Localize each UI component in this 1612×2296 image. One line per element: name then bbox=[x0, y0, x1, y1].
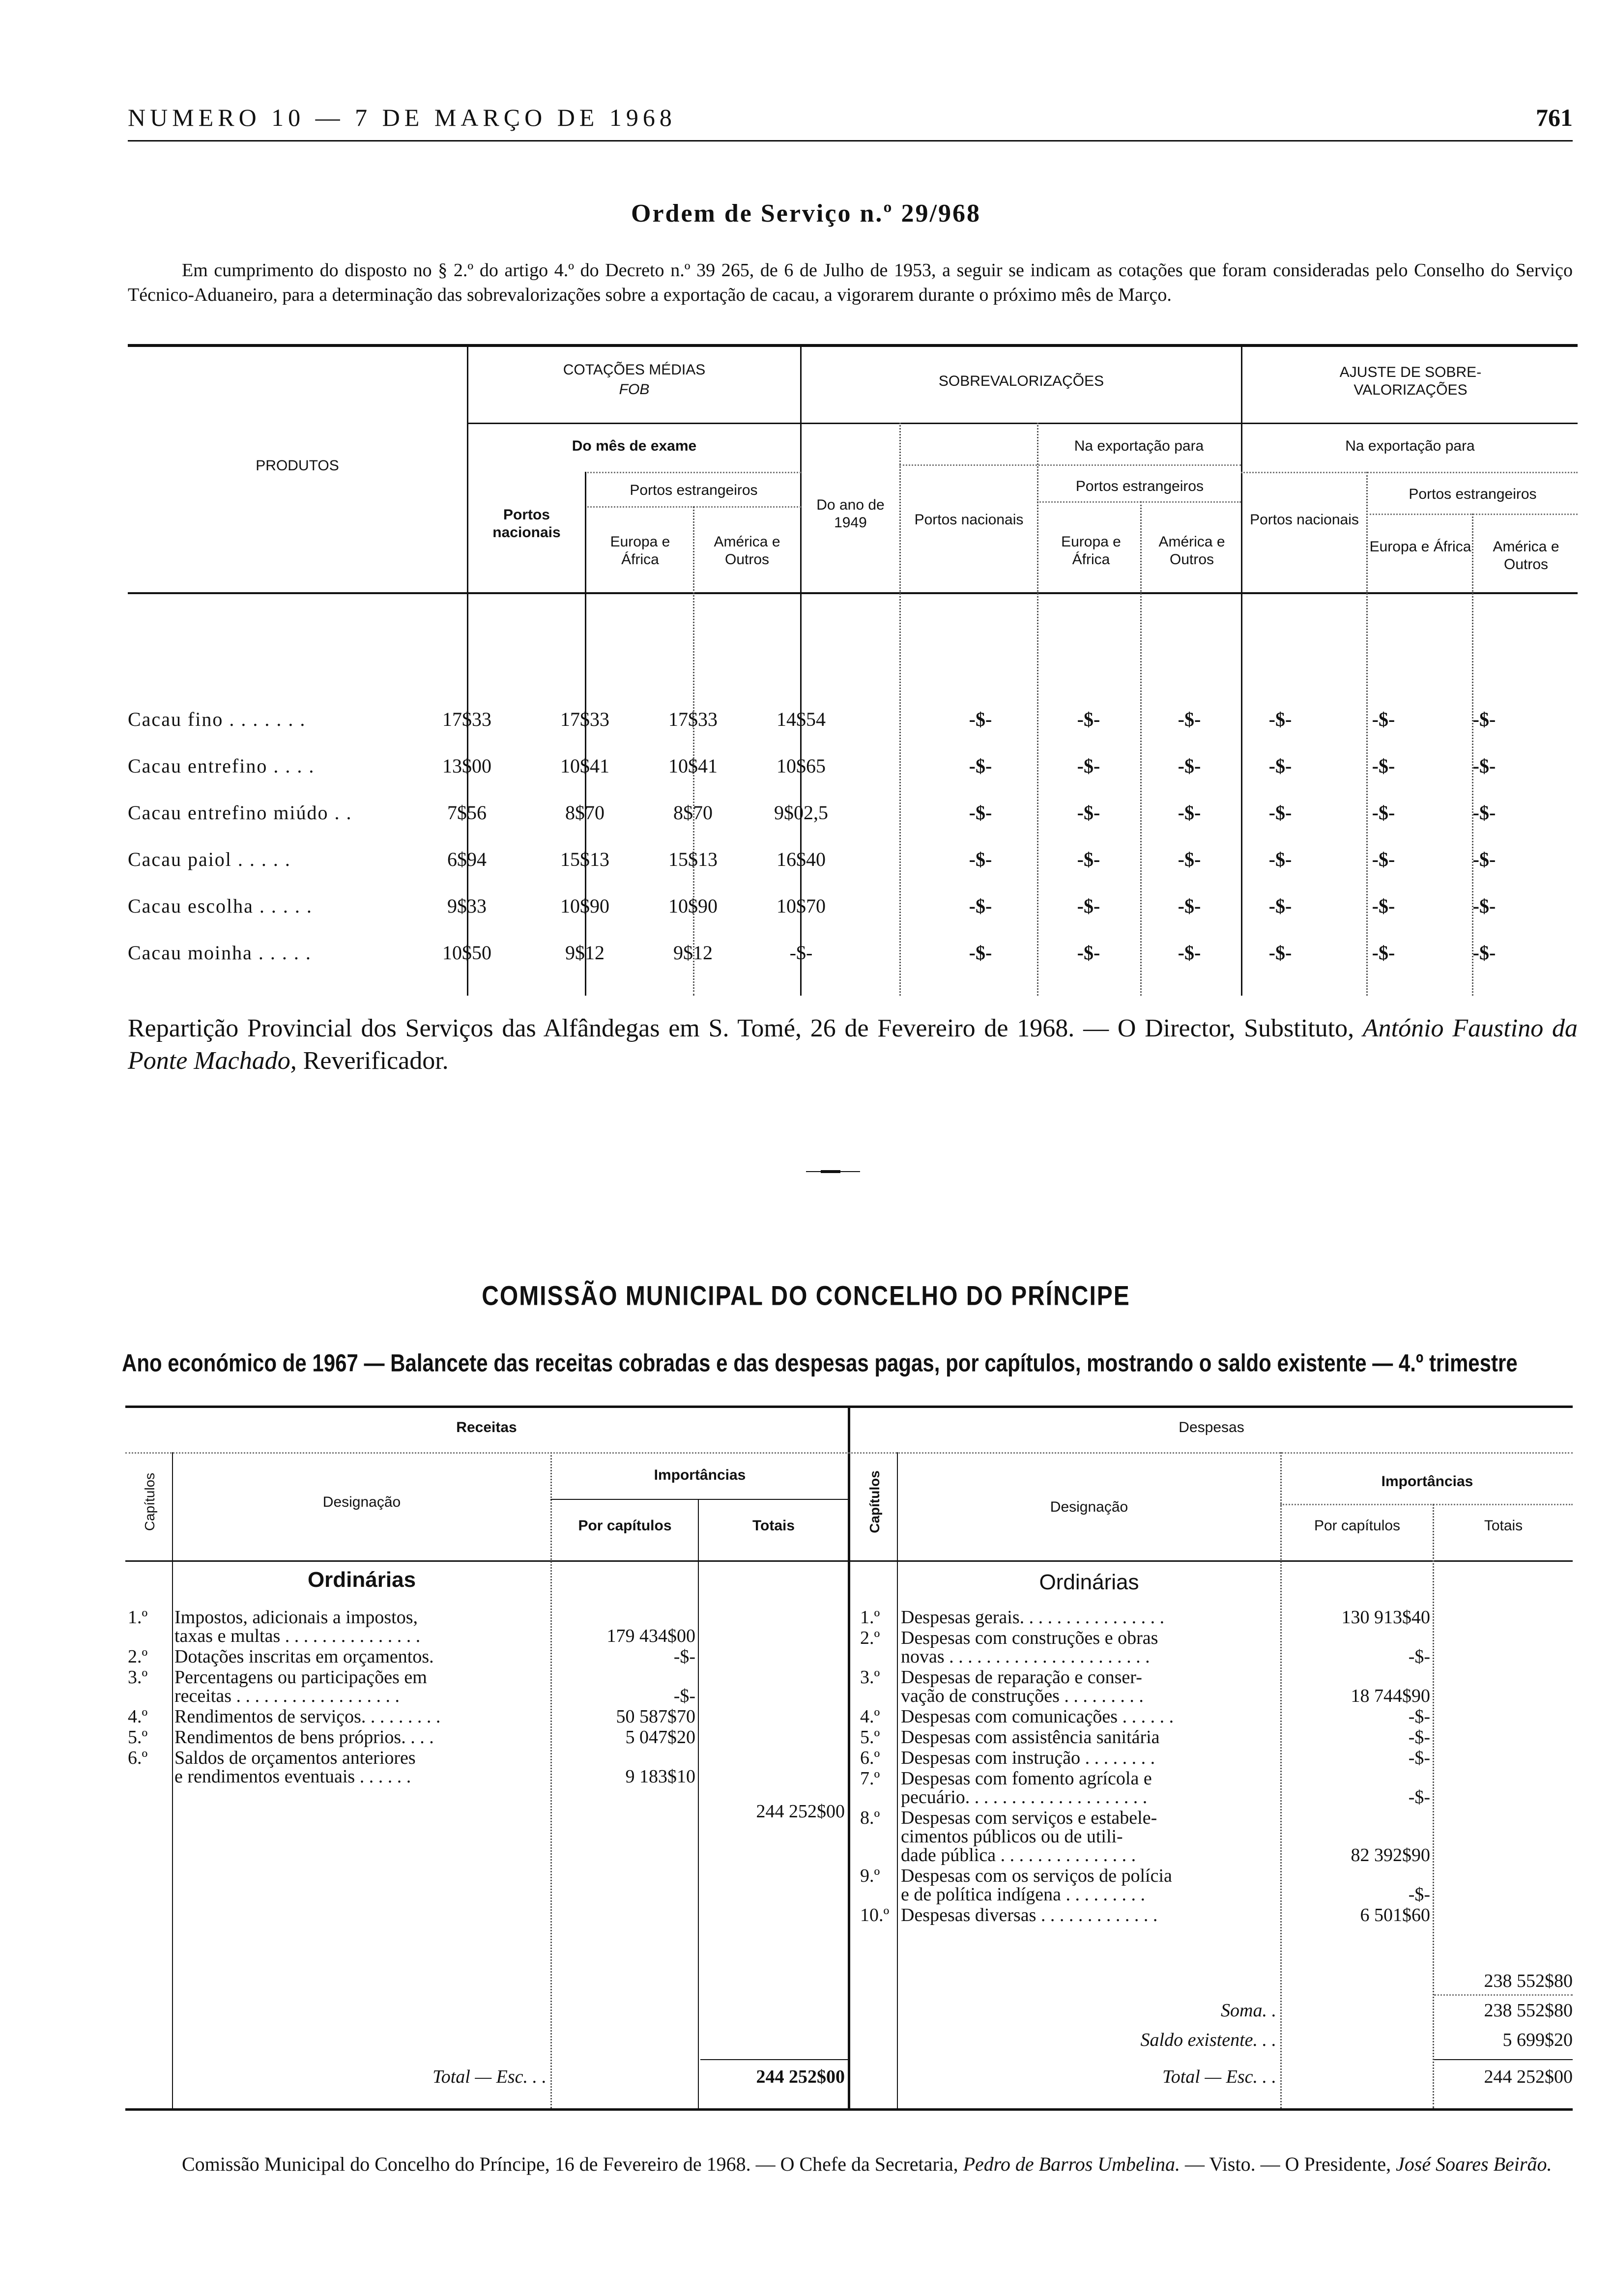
sobrevalorizacao-cell: -$- bbox=[1178, 802, 1201, 824]
sobrevalorizacao-cell: -$- bbox=[1077, 755, 1100, 777]
importancia-value: -$- bbox=[673, 1686, 695, 1706]
section-separator bbox=[806, 1170, 860, 1174]
importancia-value: 179 434$00 bbox=[606, 1626, 695, 1646]
col-divider-dotted bbox=[1280, 1452, 1282, 2108]
despesas-total-label: Total — Esc. . . bbox=[1162, 2066, 1276, 2087]
sobrevalorizacao-cell: -$- bbox=[969, 802, 992, 824]
header-dotted bbox=[585, 472, 801, 473]
sobrevalorizacao-cell: -$- bbox=[1372, 848, 1395, 870]
importancia-value: -$- bbox=[1408, 1787, 1430, 1808]
order-title: Ordem de Serviço n.º 29/968 bbox=[631, 200, 981, 228]
designacao-line: Impostos, adicionais a impostos, bbox=[174, 1607, 418, 1628]
importancia-value: -$- bbox=[1408, 1748, 1430, 1768]
price-cell-eur: 9$12 bbox=[565, 942, 604, 964]
signature-name: António Faustino da Ponte Machado, bbox=[128, 1014, 1578, 1075]
table-row bbox=[128, 848, 1578, 877]
sobrevalorizacao-cell: -$- bbox=[969, 942, 992, 964]
sobrevalorizacao-cell: -$- bbox=[1268, 895, 1292, 917]
designacao-line: e de política indígena . . . . . . . . . bbox=[901, 1884, 1146, 1905]
price-cell-nac: 9$33 bbox=[447, 895, 487, 917]
importancia-value: 5 047$20 bbox=[625, 1727, 695, 1748]
produto-name: Cacau escolha . . . . . bbox=[128, 895, 313, 917]
receitas-total-label: Total — Esc. . . bbox=[432, 2066, 547, 2087]
signature-text: Repartição Provincial dos Serviços das Alfândegas em S. Tomé, 26 de Fevereiro de 1968. — O Director, Substituto, bbox=[128, 1014, 1354, 1042]
importancia-value: -$- bbox=[1408, 1706, 1430, 1727]
price-cell-ano: 16$40 bbox=[777, 848, 826, 870]
designacao-line: Despesas com instrução . . . . . . . . bbox=[901, 1748, 1155, 1768]
sobrevalorizacao-cell: -$- bbox=[1178, 708, 1201, 730]
page-header bbox=[128, 103, 1573, 133]
sobrevalorizacao-cell: -$- bbox=[1472, 802, 1496, 824]
designacao-header: Designação bbox=[322, 1494, 401, 1510]
chapter-number: 6.º bbox=[128, 1748, 148, 1768]
sobrevalorizacao-cell: -$- bbox=[1472, 895, 1496, 917]
commission-subtitle: Ano económico de 1967 — Balancete das receitas cobradas e das despesas pagas, por capítulos, mostrando o saldo existente — 4.º trimestre bbox=[122, 1349, 1518, 1377]
sobrevalorizacao-cell: -$- bbox=[1268, 755, 1292, 777]
sobrevalorizacao-cell: -$- bbox=[1372, 942, 1395, 964]
chapter-number: 4.º bbox=[860, 1706, 880, 1727]
designacao-line: pecuário. . . . . . . . . . . . . . . . . . . . bbox=[901, 1787, 1148, 1808]
sobrevalorizacao-cell: -$- bbox=[969, 708, 992, 730]
importancia-value: 82 392$90 bbox=[1351, 1845, 1430, 1866]
chapter-number: 1.º bbox=[860, 1607, 880, 1628]
col-cotacoes: COTAÇÕES MÉDIAS bbox=[563, 362, 706, 378]
na-exportacao-para: Na exportação para bbox=[1074, 438, 1204, 454]
price-cell-eur: 10$41 bbox=[560, 755, 609, 777]
designacao-line: Despesas com os serviços de polícia bbox=[901, 1866, 1172, 1886]
totais-header: Totais bbox=[752, 1518, 795, 1534]
designacao-line: Despesas gerais. . . . . . . . . . . . . . . . bbox=[901, 1607, 1165, 1628]
sobrevalorizacao-cell: -$- bbox=[1472, 708, 1496, 730]
soma-value: 238 552$80 bbox=[1484, 2000, 1573, 2021]
col-divider-dotted bbox=[550, 1452, 552, 2108]
importancias-header: Importâncias bbox=[654, 1467, 746, 1483]
america-outros: América e Outros bbox=[714, 534, 780, 568]
na-exportacao-para: Na exportação para bbox=[1345, 438, 1475, 454]
sobrevalorizacao-cell: -$- bbox=[1372, 708, 1395, 730]
col-ajuste: AJUSTE DE SOBRE-VALORIZAÇÕES bbox=[1339, 364, 1482, 398]
header-dotted bbox=[1280, 1504, 1573, 1505]
sobrevalorizacao-cell: -$- bbox=[1268, 708, 1292, 730]
chapter-number: 9.º bbox=[860, 1866, 880, 1886]
designacao-line: cimentos públicos ou de utili- bbox=[901, 1826, 1123, 1847]
price-cell-eur: 15$13 bbox=[560, 848, 609, 870]
chapter-number: 4.º bbox=[128, 1706, 148, 1727]
designacao-line: receitas . . . . . . . . . . . . . . . . . . bbox=[174, 1686, 400, 1706]
designacao-line: Rendimentos de bens próprios. . . . bbox=[174, 1727, 434, 1748]
price-cell-nac: 17$33 bbox=[442, 708, 491, 730]
ordinarias-heading: Ordinárias bbox=[307, 1568, 416, 1592]
price-cell-ano: 14$54 bbox=[777, 708, 826, 730]
table-row bbox=[128, 894, 1578, 924]
price-cell-nac: 6$94 bbox=[447, 848, 487, 870]
receitas-total: 244 252$00 bbox=[756, 2066, 845, 2087]
sobrevalorizacao-cell: -$- bbox=[1372, 802, 1395, 824]
chapter-number: 8.º bbox=[860, 1808, 880, 1828]
price-cell-eur: 17$33 bbox=[560, 708, 609, 730]
portos-estrangeiros: Portos estrangeiros bbox=[1409, 486, 1537, 502]
chapter-number: 2.º bbox=[860, 1628, 880, 1648]
importancias-header: Importâncias bbox=[1381, 1473, 1473, 1490]
table-bottom-rule bbox=[125, 2108, 1573, 2111]
chapter-number: 1.º bbox=[128, 1607, 148, 1628]
designacao-line: vação de construções . . . . . . . . . bbox=[901, 1686, 1144, 1706]
sobrevalorizacao-cell: -$- bbox=[969, 895, 992, 917]
header-dotted bbox=[1037, 501, 1241, 503]
sobrevalorizacao-cell: -$- bbox=[1372, 895, 1395, 917]
price-cell-ame: 15$13 bbox=[668, 848, 718, 870]
price-cell-nac: 13$00 bbox=[442, 755, 491, 777]
produto-name: Cacau fino . . . . . . . bbox=[128, 708, 306, 730]
portos-nacionais: Portos nacionais bbox=[492, 507, 561, 541]
designacao-line: Rendimentos de serviços. . . . . . . . . bbox=[174, 1706, 441, 1727]
price-cell-nac: 10$50 bbox=[442, 942, 491, 964]
issue-date: NUMERO 10 — 7 DE MARÇO DE 1968 bbox=[128, 104, 676, 131]
signature-block bbox=[128, 1012, 1578, 1077]
price-cell-ame: 10$90 bbox=[668, 895, 718, 917]
footer-signature bbox=[128, 2148, 1573, 2181]
designacao-line: Despesas com fomento agrícola e bbox=[901, 1768, 1152, 1789]
footer-text: Comissão Municipal do Concelho do Príncipe, 16 de Fevereiro de 1968. — O Chefe da Secretaria, bbox=[182, 2153, 958, 2175]
designacao-line: Percentagens ou participações em bbox=[174, 1667, 427, 1688]
importancia-value: -$- bbox=[1408, 1646, 1430, 1667]
portos-estrangeiros: Portos estrangeiros bbox=[1075, 478, 1204, 494]
designacao-line: dade pública . . . . . . . . . . . . . . . bbox=[901, 1845, 1136, 1866]
importancia-value: -$- bbox=[1408, 1727, 1430, 1748]
designacao-line: Despesas com construções e obras bbox=[901, 1628, 1158, 1648]
importancia-value: 50 587$70 bbox=[616, 1706, 695, 1727]
total-rule bbox=[1434, 2059, 1573, 2060]
saldo-value: 5 699$20 bbox=[1502, 2030, 1573, 2050]
sobrevalorizacao-cell: -$- bbox=[1077, 942, 1100, 964]
order-intro-text: Em cumprimento do disposto no § 2.º do artigo 4.º do Decreto n.º 39 265, de 6 de Julho de 1953, a seguir se indicam as cotações que foram consideradas pelo Conselho do Serviço Técnico-Aduaneiro, para a determinação das sobrevalorizações sobre a exportação de cacau, a vigorarem durante o próximo mês de Março. bbox=[128, 260, 1573, 305]
sobrevalorizacao-cell: -$- bbox=[1178, 848, 1201, 870]
despesas-total-column: 238 552$80 bbox=[1484, 1971, 1573, 1991]
commission-title: COMISSÃO MUNICIPAL DO CONCELHO DO PRÍNCIPE bbox=[482, 1281, 1130, 1311]
importancia-value: 9 183$10 bbox=[625, 1766, 695, 1787]
por-capitulos-header: Por capítulos bbox=[1314, 1518, 1401, 1534]
portos-nacionais: Portos nacionais bbox=[914, 512, 1024, 528]
portos-estrangeiros: Portos estrangeiros bbox=[630, 482, 758, 498]
sobrevalorizacao-cell: -$- bbox=[1077, 895, 1100, 917]
sobrevalorizacao-cell: -$- bbox=[969, 755, 992, 777]
receitas-total-column: 244 252$00 bbox=[756, 1801, 845, 1822]
designacao-line: e rendimentos eventuais . . . . . . bbox=[174, 1766, 411, 1787]
sobrevalorizacao-cell: -$- bbox=[1472, 942, 1496, 964]
chapter-number: 6.º bbox=[860, 1748, 880, 1768]
importancia-value: 6 501$60 bbox=[1360, 1905, 1430, 1925]
produto-name: Cacau moinha . . . . . bbox=[128, 942, 312, 964]
sobrevalorizacao-cell: -$- bbox=[1077, 848, 1100, 870]
footer-presidente: José Soares Beirão. bbox=[1396, 2153, 1552, 2175]
price-cell-ame: 10$41 bbox=[668, 755, 718, 777]
chapter-number: 5.º bbox=[128, 1727, 148, 1748]
sobrevalorizacao-cell: -$- bbox=[1268, 848, 1292, 870]
chapter-number: 7.º bbox=[860, 1768, 880, 1789]
ordinarias-heading: Ordinárias bbox=[1039, 1570, 1139, 1594]
price-cell-ame: 8$70 bbox=[673, 802, 713, 824]
header-rule bbox=[125, 1560, 1573, 1562]
chapter-number: 10.º bbox=[860, 1905, 890, 1925]
page-number: 761 bbox=[1536, 104, 1573, 131]
despesas-total: 244 252$00 bbox=[1484, 2066, 1573, 2087]
price-cell-ano: -$- bbox=[789, 942, 813, 964]
price-cell-ano: 10$65 bbox=[777, 755, 826, 777]
designacao-line: taxas e multas . . . . . . . . . . . . . . . bbox=[174, 1626, 421, 1646]
price-cell-ame: 9$12 bbox=[673, 942, 713, 964]
header-subrule bbox=[550, 1499, 848, 1500]
chapter-number: 2.º bbox=[128, 1646, 148, 1667]
price-cell-eur: 8$70 bbox=[565, 802, 604, 824]
sobrevalorizacao-cell: -$- bbox=[969, 848, 992, 870]
order-intro bbox=[128, 258, 1573, 307]
saldo-label: Saldo existente. . . bbox=[1140, 2030, 1276, 2050]
total-rule bbox=[700, 2059, 848, 2060]
balancete-table bbox=[125, 1406, 1573, 2113]
sobrevalorizacao-cell: -$- bbox=[1077, 802, 1100, 824]
capitulos-header: Capítulos bbox=[867, 1470, 882, 1533]
do-mes-de-exame: Do mês de exame bbox=[572, 438, 697, 454]
header-subrule bbox=[467, 423, 1578, 424]
sobrevalorizacao-cell: -$- bbox=[1268, 802, 1292, 824]
despesas-header: Despesas bbox=[1179, 1419, 1244, 1435]
signature-role: Reverificador. bbox=[303, 1047, 449, 1075]
chapter-number: 3.º bbox=[860, 1667, 880, 1688]
col-produtos: PRODUTOS bbox=[256, 458, 339, 474]
sobrevalorizacao-cell: -$- bbox=[1077, 708, 1100, 730]
designacao-header: Designação bbox=[1050, 1499, 1128, 1515]
designacao-line: Despesas de reparação e conser- bbox=[901, 1667, 1142, 1688]
header-dotted bbox=[899, 464, 1241, 466]
america-outros: América e Outros bbox=[1158, 534, 1225, 568]
sobrevalorizacao-cell: -$- bbox=[1472, 848, 1496, 870]
europa-africa: Europa e África bbox=[1061, 534, 1121, 568]
do-ano-1949: Do ano de 1949 bbox=[816, 497, 885, 531]
designacao-line: novas . . . . . . . . . . . . . . . . . . . . . . bbox=[901, 1646, 1150, 1667]
chapter-number: 3.º bbox=[128, 1667, 148, 1688]
table-row bbox=[128, 941, 1578, 971]
col-divider bbox=[698, 1499, 699, 2108]
sobrevalorizacao-cell: -$- bbox=[1178, 895, 1201, 917]
importancia-value: 18 744$90 bbox=[1351, 1686, 1430, 1706]
col-fob: FOB bbox=[619, 381, 650, 398]
sobrevalorizacao-cell: -$- bbox=[1372, 755, 1395, 777]
designacao-line: Dotações inscritas em orçamentos. bbox=[174, 1646, 434, 1667]
produto-name: Cacau entrefino miúdo . . bbox=[128, 802, 352, 824]
designacao-line: Despesas diversas . . . . . . . . . . . . . bbox=[901, 1905, 1158, 1925]
table-row bbox=[128, 708, 1578, 737]
chapter-number: 5.º bbox=[860, 1727, 880, 1748]
col-divider bbox=[172, 1452, 173, 2108]
receitas-header: Receitas bbox=[456, 1419, 517, 1435]
soma-label: Soma. . bbox=[1221, 2000, 1276, 2021]
totais-header: Totais bbox=[1484, 1518, 1523, 1534]
designacao-line: Despesas com assistência sanitária bbox=[901, 1727, 1160, 1748]
produto-name: Cacau paiol . . . . . bbox=[128, 848, 291, 870]
price-cell-ano: 10$70 bbox=[777, 895, 826, 917]
price-cell-ame: 17$33 bbox=[668, 708, 718, 730]
price-cell-ano: 9$02,5 bbox=[774, 802, 828, 824]
price-cell-eur: 10$90 bbox=[560, 895, 609, 917]
header-dotted bbox=[1241, 472, 1578, 473]
designacao-line: Despesas com serviços e estabele- bbox=[901, 1808, 1157, 1828]
portos-nacionais: Portos nacionais bbox=[1250, 512, 1359, 528]
sobrevalorizacao-cell: -$- bbox=[1472, 755, 1496, 777]
footer-visto: — Visto. — O Presidente, bbox=[1185, 2153, 1391, 2175]
capitulos-header: Capítulos bbox=[142, 1472, 157, 1531]
importancia-value: -$- bbox=[673, 1646, 695, 1667]
produto-name: Cacau entrefino . . . . bbox=[128, 755, 315, 777]
europa-africa: Europa e África bbox=[1369, 539, 1471, 555]
sobrevalorizacao-cell: -$- bbox=[1268, 942, 1292, 964]
table-row bbox=[128, 754, 1578, 784]
importancia-value: -$- bbox=[1408, 1884, 1430, 1905]
header-dotted bbox=[125, 1452, 1573, 1454]
europa-africa: Europa e África bbox=[610, 534, 670, 568]
table-row bbox=[128, 801, 1578, 831]
price-cell-nac: 7$56 bbox=[447, 802, 487, 824]
header-rule bbox=[128, 140, 1573, 142]
soma-rule bbox=[1434, 1994, 1573, 1996]
por-capitulos-header: Por capítulos bbox=[578, 1518, 672, 1534]
sobrevalorizacao-cell: -$- bbox=[1178, 755, 1201, 777]
center-divider bbox=[848, 1406, 850, 2108]
sobrevalorizacao-cell: -$- bbox=[1178, 942, 1201, 964]
importancia-value: 130 913$40 bbox=[1341, 1607, 1430, 1628]
footer-chefe: Pedro de Barros Umbelina. bbox=[963, 2153, 1180, 2175]
table-header-rule bbox=[128, 592, 1578, 594]
designacao-line: Despesas com comunicações . . . . . . bbox=[901, 1706, 1174, 1727]
designacao-line: Saldos de orçamentos anteriores bbox=[174, 1748, 416, 1768]
america-outros: América e Outros bbox=[1493, 539, 1559, 573]
col-sobrevalorizacoes: SOBREVALORIZAÇÕES bbox=[938, 373, 1104, 389]
table-top-rule bbox=[128, 344, 1578, 347]
cotacoes-table bbox=[128, 344, 1578, 595]
